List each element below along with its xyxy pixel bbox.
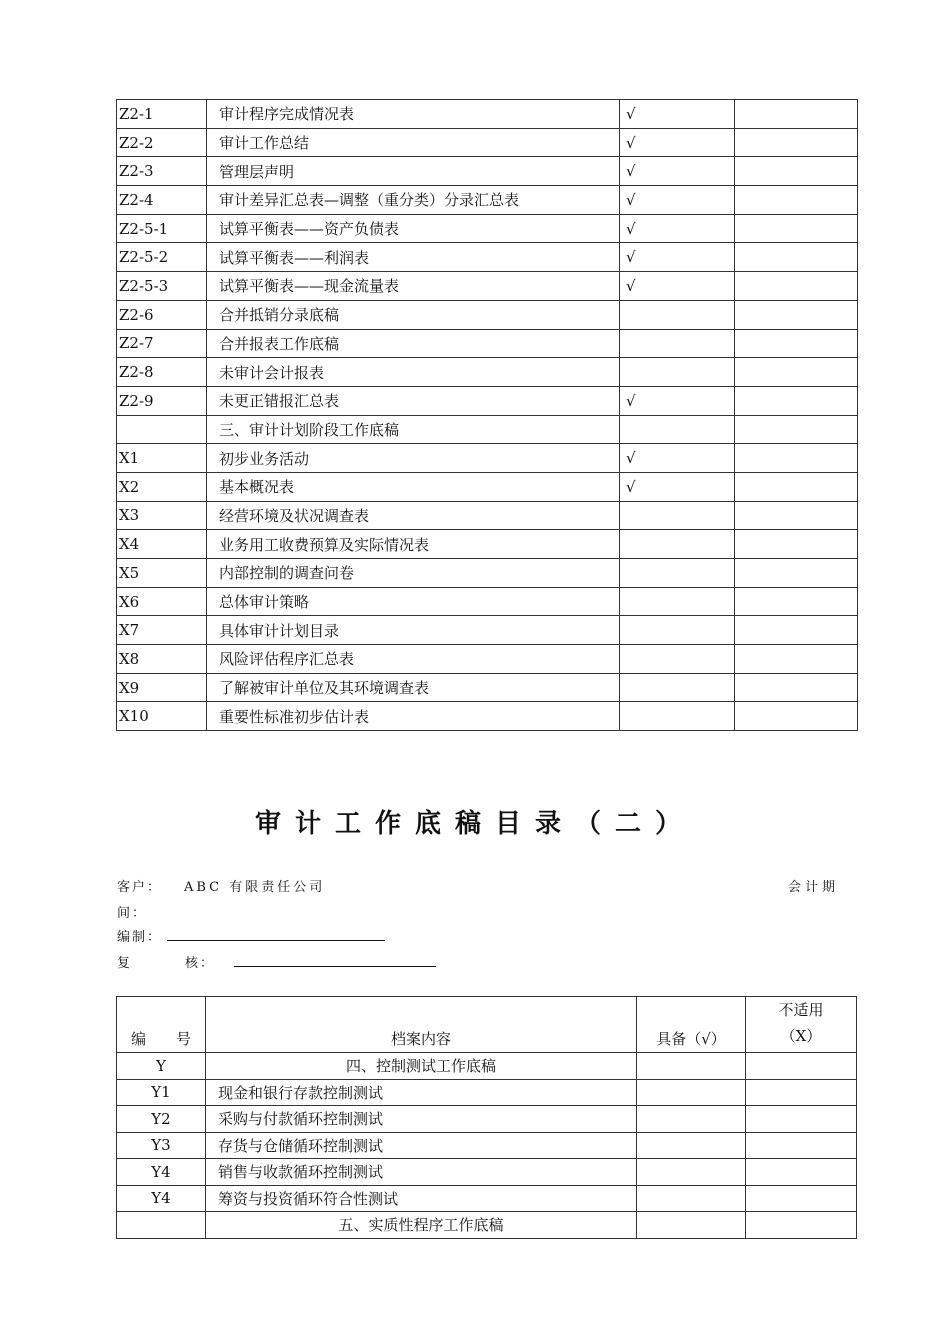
- row-code: X1: [117, 444, 207, 473]
- row-available: [637, 1159, 746, 1186]
- table-row: [117, 100, 858, 129]
- row-not-applicable: [735, 616, 858, 645]
- table-row: [117, 1185, 857, 1212]
- table-row: [117, 587, 858, 616]
- table-row: [117, 1079, 857, 1106]
- row-available: √: [620, 128, 735, 157]
- row-code: Y: [117, 1053, 206, 1080]
- row-code: Z2-3: [117, 157, 207, 186]
- table-row: [117, 1159, 857, 1186]
- row-available: [637, 1185, 746, 1212]
- row-code: Z2-4: [117, 186, 207, 215]
- row-content: 试算平衡表——利润表: [207, 243, 620, 272]
- row-not-applicable: [735, 530, 858, 559]
- row-not-applicable: [735, 587, 858, 616]
- table-row: [117, 358, 858, 387]
- table-header-row: [117, 997, 857, 1053]
- row-content: 基本概况表: [207, 472, 620, 501]
- row-available: [620, 501, 735, 530]
- row-content: 风险评估程序汇总表: [207, 645, 620, 674]
- row-content: 采购与付款循环控制测试: [206, 1106, 637, 1133]
- row-available: [620, 673, 735, 702]
- row-available: [620, 530, 735, 559]
- row-content: 现金和银行存款控制测试: [206, 1079, 637, 1106]
- row-code: X8: [117, 645, 207, 674]
- table-row: [117, 501, 858, 530]
- review-label-a: 复: [117, 956, 133, 971]
- row-code: X10: [117, 702, 207, 731]
- header-na-line2: （X）: [780, 1027, 822, 1045]
- row-available: [637, 1106, 746, 1133]
- row-code: Z2-5-3: [117, 272, 207, 301]
- review-label-b: 核：: [185, 956, 216, 971]
- row-content: 审计程序完成情况表: [207, 100, 620, 129]
- row-not-applicable: [735, 243, 858, 272]
- table-row: [117, 186, 858, 215]
- row-code: Z2-1: [117, 100, 207, 129]
- row-content: 筹资与投资循环符合性测试: [206, 1185, 637, 1212]
- row-available: √: [620, 214, 735, 243]
- row-available: √: [620, 157, 735, 186]
- row-available: √: [620, 100, 735, 129]
- row-code: Z2-9: [117, 386, 207, 415]
- row-available: [620, 616, 735, 645]
- row-available: [620, 645, 735, 674]
- row-not-applicable: [735, 157, 858, 186]
- row-code: X2: [117, 472, 207, 501]
- row-not-applicable: [735, 386, 858, 415]
- row-content: 审计差异汇总表—调整（重分类）分录汇总表: [207, 186, 620, 215]
- prepared-by-label: 编制：: [117, 930, 163, 945]
- page-title: 审计工作底稿目录（二）: [254, 809, 695, 839]
- row-not-applicable: [735, 645, 858, 674]
- table-row: [117, 673, 858, 702]
- table-row: [117, 1053, 857, 1080]
- row-content: 经营环境及状况调查表: [207, 501, 620, 530]
- reviewed-by-line: [234, 966, 436, 967]
- row-available: √: [620, 386, 735, 415]
- row-content: 合并抵销分录底稿: [207, 300, 620, 329]
- row-content: 存货与仓储循环控制测试: [206, 1132, 637, 1159]
- period-label: 会计期: [788, 880, 840, 895]
- client-name: ABC 有限责任公司: [184, 880, 326, 895]
- header-not-applicable: [746, 997, 857, 1053]
- row-code: X4: [117, 530, 207, 559]
- header-code: 编 号: [117, 997, 206, 1053]
- row-content: 初步业务活动: [207, 444, 620, 473]
- row-not-applicable: [735, 329, 858, 358]
- table-row: [117, 1132, 857, 1159]
- row-not-applicable: [746, 1106, 857, 1133]
- audit-index-table-continued: [116, 99, 858, 731]
- row-not-applicable: [735, 501, 858, 530]
- prepared-by-line: [167, 940, 385, 941]
- row-code: Z2-7: [117, 329, 207, 358]
- row-code: Y3: [117, 1132, 206, 1159]
- row-content: 试算平衡表——资产负债表: [207, 214, 620, 243]
- section-heading: 四、控制测试工作底稿: [206, 1053, 637, 1080]
- table-row: [117, 559, 858, 588]
- table-row: [117, 645, 858, 674]
- row-code: [117, 1212, 206, 1239]
- row-not-applicable: [735, 300, 858, 329]
- row-code: Z2-2: [117, 128, 207, 157]
- row-available: [637, 1053, 746, 1080]
- row-not-applicable: [735, 186, 858, 215]
- row-not-applicable: [735, 358, 858, 387]
- row-not-applicable: [735, 702, 858, 731]
- row-not-applicable: [735, 214, 858, 243]
- row-not-applicable: [735, 415, 858, 444]
- row-not-applicable: [735, 100, 858, 129]
- row-code: Z2-8: [117, 358, 207, 387]
- row-not-applicable: [746, 1053, 857, 1080]
- row-not-applicable: [746, 1185, 857, 1212]
- client-label: 客户：: [117, 880, 163, 895]
- row-available: [620, 300, 735, 329]
- row-available: [620, 587, 735, 616]
- row-not-applicable: [735, 559, 858, 588]
- row-content: 未更正错报汇总表: [207, 386, 620, 415]
- row-content: 业务用工收费预算及实际情况表: [207, 530, 620, 559]
- row-code: Z2-5-2: [117, 243, 207, 272]
- row-not-applicable: [735, 272, 858, 301]
- row-not-applicable: [735, 444, 858, 473]
- table-row: [117, 300, 858, 329]
- header-na-line1: 不适用: [778, 1001, 824, 1019]
- row-not-applicable: [735, 673, 858, 702]
- row-content: 试算平衡表——现金流量表: [207, 272, 620, 301]
- row-available: [637, 1079, 746, 1106]
- table-row: [117, 702, 858, 731]
- row-not-applicable: [735, 472, 858, 501]
- table-row: [117, 128, 858, 157]
- row-code: Y4: [117, 1185, 206, 1212]
- row-code: Y4: [117, 1159, 206, 1186]
- header-content: 档案内容: [206, 997, 637, 1053]
- row-code: Z2-6: [117, 300, 207, 329]
- row-available: [620, 559, 735, 588]
- row-code: X3: [117, 501, 207, 530]
- table-row: [117, 530, 858, 559]
- row-available: [620, 358, 735, 387]
- row-code: Y1: [117, 1079, 206, 1106]
- row-not-applicable: [746, 1159, 857, 1186]
- row-content: 审计工作总结: [207, 128, 620, 157]
- row-content: 具体审计计划目录: [207, 616, 620, 645]
- table-row: [117, 386, 858, 415]
- table-row: [117, 616, 858, 645]
- row-available: [620, 702, 735, 731]
- table-row: [117, 329, 858, 358]
- row-not-applicable: [735, 128, 858, 157]
- table-row: [117, 444, 858, 473]
- row-code: X5: [117, 559, 207, 588]
- table-row: [117, 1212, 857, 1239]
- table-row: [117, 272, 858, 301]
- table-row: [117, 214, 858, 243]
- row-available: [620, 329, 735, 358]
- header-available: 具备（√）: [637, 997, 746, 1053]
- row-available: √: [620, 472, 735, 501]
- row-content: 内部控制的调查问卷: [207, 559, 620, 588]
- row-available: √: [620, 444, 735, 473]
- row-code: Z2-5-1: [117, 214, 207, 243]
- row-available: [620, 415, 735, 444]
- row-code: [117, 415, 207, 444]
- period-label-continued: 间：: [117, 906, 148, 921]
- row-content: 重要性标准初步估计表: [207, 702, 620, 731]
- row-content: 管理层声明: [207, 157, 620, 186]
- row-content: 三、审计计划阶段工作底稿: [207, 415, 620, 444]
- row-content: 合并报表工作底稿: [207, 329, 620, 358]
- row-available: √: [620, 272, 735, 301]
- table-row: [117, 243, 858, 272]
- row-available: [637, 1212, 746, 1239]
- row-not-applicable: [746, 1212, 857, 1239]
- table-row: [117, 472, 858, 501]
- row-content: 总体审计策略: [207, 587, 620, 616]
- row-code: Y2: [117, 1106, 206, 1133]
- section-heading: 五、实质性程序工作底稿: [206, 1212, 637, 1239]
- row-available: [637, 1132, 746, 1159]
- row-available: √: [620, 243, 735, 272]
- row-content: 未审计会计报表: [207, 358, 620, 387]
- row-code: X9: [117, 673, 207, 702]
- table-row: [117, 1106, 857, 1133]
- table-row: [117, 157, 858, 186]
- table-row: [117, 415, 858, 444]
- row-not-applicable: [746, 1132, 857, 1159]
- row-not-applicable: [746, 1079, 857, 1106]
- row-content: 销售与收款循环控制测试: [206, 1159, 637, 1186]
- row-available: √: [620, 186, 735, 215]
- row-code: X6: [117, 587, 207, 616]
- row-content: 了解被审计单位及其环境调查表: [207, 673, 620, 702]
- audit-index-table-two: [116, 996, 857, 1239]
- row-code: X7: [117, 616, 207, 645]
